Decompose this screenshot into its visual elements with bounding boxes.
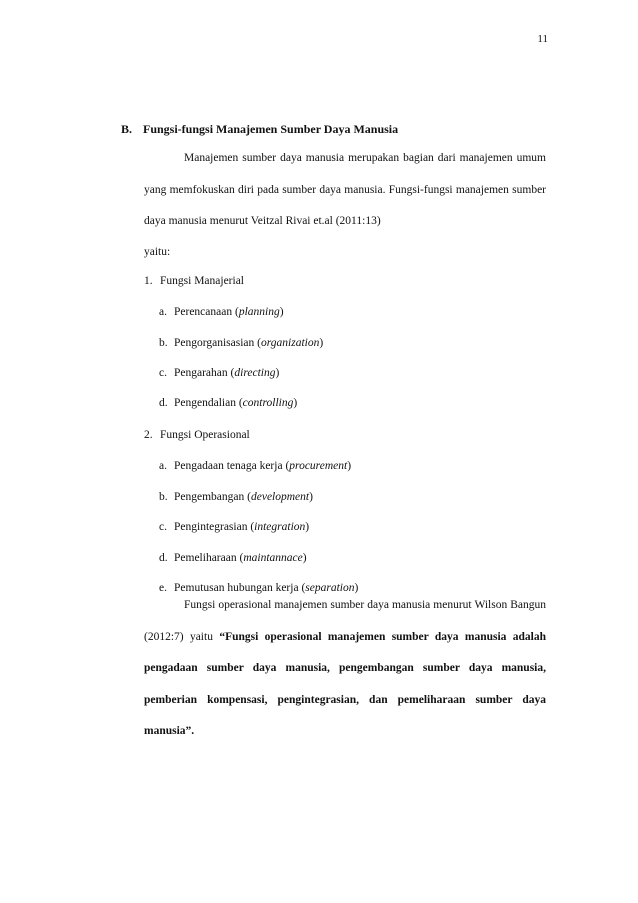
item-letter: e. bbox=[159, 582, 167, 594]
item-term: maintannace bbox=[243, 552, 303, 564]
list-title: Fungsi Manajerial bbox=[160, 275, 244, 287]
item-term: controlling bbox=[242, 397, 294, 409]
list-item: c. Pengintegrasian (integration) bbox=[159, 517, 309, 537]
item-text: Pengintegrasian bbox=[174, 521, 248, 533]
item-letter: d. bbox=[159, 552, 168, 564]
closing-paragraph bbox=[144, 590, 546, 748]
section-letter: B. bbox=[121, 122, 133, 136]
list-heading-1 bbox=[144, 271, 244, 291]
item-text: Perencanaan bbox=[174, 306, 233, 318]
item-text: Pengorganisasian bbox=[174, 337, 255, 349]
list-item: a. Perencanaan (planning) bbox=[159, 302, 284, 322]
section-title: Fungsi-fungsi Manajemen Sumber Daya Manusia bbox=[143, 122, 399, 136]
item-letter: c. bbox=[159, 367, 167, 379]
item-text: Pengembangan bbox=[174, 491, 245, 503]
list-item: d. Pengendalian (controlling) bbox=[159, 393, 297, 413]
item-term: integration bbox=[254, 521, 306, 533]
list-title: Fungsi Operasional bbox=[160, 429, 250, 441]
intro-paragraph: Manajemen sumber daya manusia merupakan bagian dari manajemen umum yang memfokuskan diri pada sumber daya manusia. Fungsi-fungsi manajemen sumber daya manusia menurut Veitzal Rivai et.al (2011:13) bbox=[144, 152, 546, 227]
item-term: planning bbox=[238, 306, 280, 318]
item-term: separation bbox=[305, 582, 355, 594]
item-letter: d. bbox=[159, 397, 168, 409]
item-text: Pemeliharaan bbox=[174, 552, 237, 564]
list-heading-2 bbox=[144, 425, 250, 445]
list-item: b. Pengembangan (development) bbox=[159, 487, 313, 507]
list-number: 2. bbox=[144, 429, 153, 441]
item-term: organization bbox=[261, 337, 320, 349]
item-text: Pengarahan bbox=[174, 367, 228, 379]
item-letter: b. bbox=[159, 491, 168, 503]
list-item: e. Pemutusan hubungan kerja (separation) bbox=[159, 578, 358, 598]
item-letter: b. bbox=[159, 337, 168, 349]
list-item: d. Pemeliharaan (maintannace) bbox=[159, 548, 307, 568]
item-letter: c. bbox=[159, 521, 167, 533]
item-term: development bbox=[250, 491, 310, 503]
item-letter: a. bbox=[159, 460, 167, 472]
section-heading bbox=[121, 122, 398, 137]
item-text: Pemutusan hubungan kerja bbox=[174, 582, 299, 594]
closing-lead: Fungsi operasional manajemen sumber daya manusia menurut Wilson Bangun (2012:7) yaitu bbox=[144, 599, 546, 643]
intro-tail: yaitu: bbox=[144, 246, 171, 258]
item-letter: a. bbox=[159, 306, 167, 318]
list-item: a. Pengadaan tenaga kerja (procurement) bbox=[159, 456, 351, 476]
item-text: Pengadaan tenaga kerja bbox=[174, 460, 283, 472]
page-number: 11 bbox=[537, 33, 548, 45]
list-item: c. Pengarahan (directing) bbox=[159, 363, 279, 383]
list-item: b. Pengorganisasian (organization) bbox=[159, 333, 323, 353]
closing-quote: “Fungsi operasional manajemen sumber daya manusia adalah pengadaan sumber daya manusia, pengembangan sumber daya manusia, pemberian kompensasi, pengintegrasian, dan pemeliharaan sumber daya manusia”. bbox=[144, 630, 546, 737]
item-term: directing bbox=[234, 367, 276, 379]
item-term: procurement bbox=[289, 460, 348, 472]
item-text: Pengendalian bbox=[174, 397, 236, 409]
list-number: 1. bbox=[144, 275, 153, 287]
